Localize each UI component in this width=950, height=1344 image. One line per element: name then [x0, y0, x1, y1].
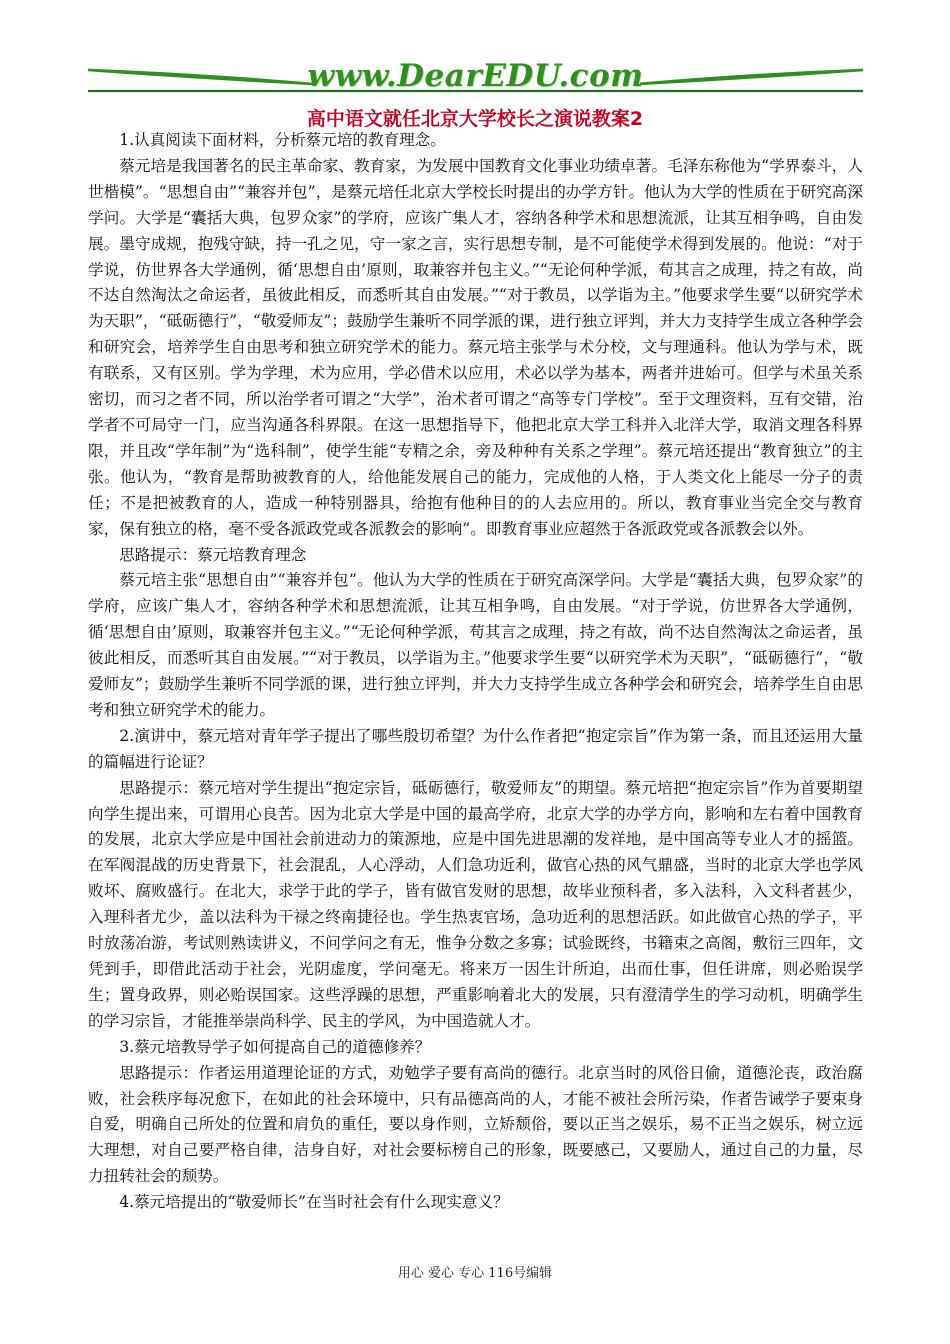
page-title: 高中语文就任北京大学校长之演说教案2 [306, 108, 644, 130]
question-4: 4.蔡元培提出的“敬爱师长”在当时社会有什么现实意义？ [119, 1193, 509, 1212]
header-banner [88, 54, 863, 104]
page-footer: 用心 爱心 专心 116号编辑 [397, 1266, 553, 1281]
article-body [88, 128, 863, 1216]
question-2: 2.演讲中，蔡元培对青年学子提出了哪些殷切希望？为什么作者把“抱定宗旨”作为第一条，而且还运用大量的篇幅进行论证？ [88, 726, 863, 771]
question-3: 3.蔡元培教导学子如何提高自己的道德修养？ [119, 1037, 431, 1056]
hint-2: 思路提示：蔡元培对学生提出“抱定宗旨，砥砺德行，敬爱师友”的期望。蔡元培把“抱定宗旨”作为首要期望向学生提出来，可谓用心良苦。因为北京大学是中国的最高学府，北京大学的办学方向，影响和左右着中国教育的发展，北京大学应是中国社会前进动力的策源地，应是中国先进思潮的发祥地，是中国高等专业人才的摇篮。在军阀混战的历史背景下，社会混乱，人心浮动，人们急功近利，做官心热的风气鼎盛，当时的北京大学也学风败坏、腐败盛行。在北大，求学于此的学子，皆有做官发财的思想，故毕业预科者，多入法科，入文科者甚少，入理科者尤少，盖以法科为干禄之终南捷径也。学生热衷官场，急功近利的思想活跃。如此做官心热的学子，平时放荡冶游，考试则熟读讲义，不问学问之有无，惟争分数之多寡；试验既终，书籍束之高阁，敷衍三四年，文凭到手，即借此活动于社会，光阴虚度，学问毫无。将来万一因生计所迫，出而仕事，但任讲席，则必贻误学生；置身政界，则必贻误国家。这些浮躁的思想，严重影响着北大的发展，只有澄清学生的学习动机，明确学生的学习宗旨，才能推举崇尚科学、民主的学风，为中国造就人才。 [88, 778, 863, 1030]
hint-1-heading: 思路提示：蔡元培教育理念 [119, 545, 307, 564]
hint-1-body: 蔡元培主张“思想自由”“兼容并包”。他认为大学的性质在于研究高深学问。大学是“囊括大典，包罗众家”的学府，应该广集人才，容纳各种学术和思想流派，让其互相争鸣，自由发展。“对于学说，仿世界各大学通例，循‘思想自由’原则，取兼容并包主义。”“无论何种学派，苟其言之成理，持之有故，尚不达自然淘汰之命运者，虽彼此相反，而悉听其自由发展。”“对于教员，以学诣为主。”他要求学生要“以研究学术为天职”，“砥砺德行”，“敬爱师友”；鼓励学生兼听不同学派的课，进行独立评判，并大力支持学生成立各种学会和研究会，培养学生自由思考和独立研究学术的能力。 [88, 571, 863, 719]
site-logo: www.DearEDU.com [307, 58, 644, 94]
question-1: 1.认真阅读下面材料，分析蔡元培的教育理念。 [119, 131, 446, 149]
material-paragraph: 蔡元培是我国著名的民主革命家、教育家，为发展中国教育文化事业功绩卓著。毛泽东称他为“学界泰斗，人世楷模”。“思想自由”“兼容并包”，是蔡元培任北京大学校长时提出的办学方针。他认为大学的性质在于研究高深学问。大学是“囊括大典，包罗众家”的学府，应该广集人才，容纳各种学术和思想流派，让其互相争鸣，自由发展。墨守成规，抱残守缺，持一孔之见，守一家之言，实行思想专制，是不可能使学术得到发展的。他说：“对于学说，仿世界各大学通例，循‘思想自由’原则，取兼容并包主义。”“无论何种学派，苟其言之成理，持之有故，尚不达自然淘汰之命运者，虽彼此相反，而悉听其自由发展。”“对于教员，以学诣为主。”他要求学生要“以研究学术为天职”，“砥砺德行”，“敬爱师友”；鼓励学生兼听不同学派的课，进行独立评判，并大力支持学生成立各种学会和研究会，培养学生自由思考和独立研究学术的能力。蔡元培主张学与术分校，文与理通科。他认为学与术，既有联系，又有区别。学为学理，术为应用，学必借术以应用，术必以学为基本，两者并进始可。但学与术虽关系密切，而习之者不同，所以治学者可谓之“大学”，治术者可谓之“高等专门学校”。至于文理资料，互有交错，治学者不可局守一门，应当沟通各科界限。在这一思想指导下，他把北京大学工科并入北洋大学，取消文理各科界限，并且改“学年制”为“选科制”，使学生能“专精之余，旁及种种有关系之学理”。蔡元培还提出“教育独立”的主张。他认为，“教育是帮助被教育的人，给他能发展自己的能力，完成他的人格，于人类文化上能尽一分子的责任；不是把被教育的人，造成一种特别器具，给抱有他种目的的人去应用的。所以，教育事业当完全交与教育家，保有独立的格，毫不受各派政党或各派教会的影响”。即教育事业应超然于各派政党或各派教会以外。 [88, 156, 863, 538]
hint-3: 思路提示：作者运用道理论证的方式，劝勉学子要有高尚的德行。北京当时的风俗日偷，道德沦丧，政治腐败，社会秩序每况愈下，在如此的社会环境中，只有品德高尚的人，才能不被社会所污染，作者告诫学子要束身自爱，明确自己所处的位置和肩负的重任，要以身作则，立矫颓俗，要以正当之娱乐，易不正当之娱乐，树立远大理想，对自己要严格自律，洁身自好，对社会要标榜自己的形象，既要感己，又要励人，通过自己的力量，尽力扭转社会的颓势。 [88, 1063, 863, 1186]
